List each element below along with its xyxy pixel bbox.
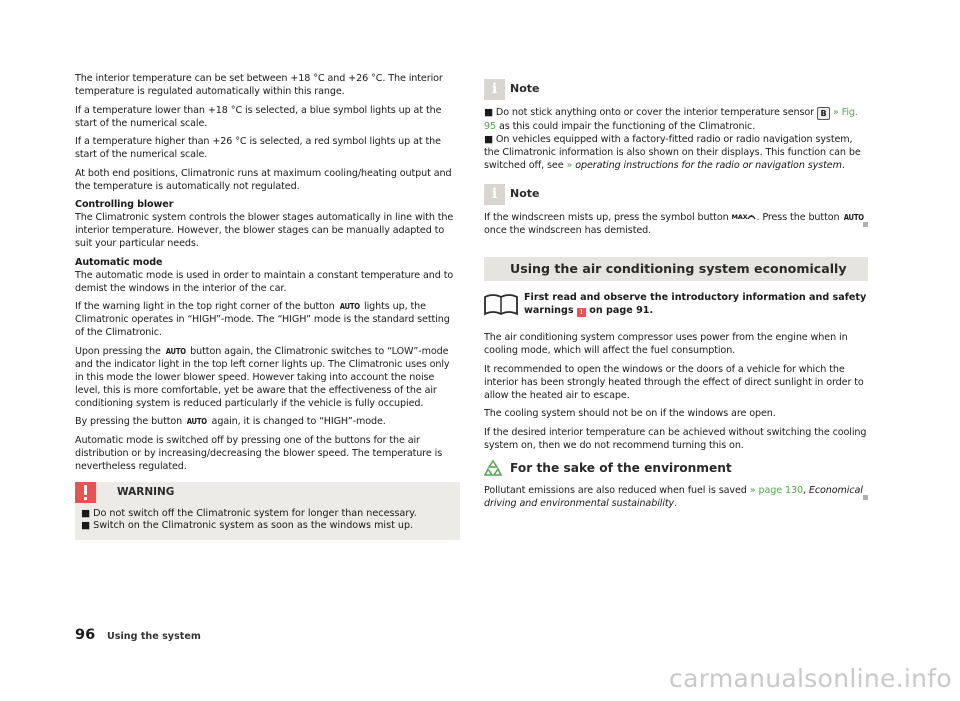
info-icon: i — [484, 79, 505, 100]
text-fragment: as this could impair the functioning of the Climatronic. — [496, 121, 756, 132]
auto-button-icon: AUTO — [165, 346, 186, 356]
paragraph-end-positions: At both end positions, Climatronic runs at maximum cooling/heating output and the temperature is automatically not regulated. — [75, 167, 452, 192]
environment-header — [484, 458, 868, 480]
automatic-mode-section — [75, 256, 460, 295]
right-column — [484, 79, 868, 515]
page-link[interactable]: » page 130 — [749, 484, 803, 496]
text-fragment: button again, the Climatronic switches to “LOW”-mode and the indicator light in the top left corner lights up. The Climatronic uses only in this mode the lower blower speed. However taking into account the noise level, this is more comfortable, yet be aware that the effectiveness of the air conditioning system is reduced particularly if the vehicle is fully occupied. — [75, 345, 450, 409]
environment-italic: Economical driving and environmental sustainability — [484, 484, 863, 509]
note-text — [484, 211, 868, 237]
text-fragment: , — [802, 484, 809, 496]
note-item: ■ On vehicles equipped with a factory-fitted radio or radio navigation system, the Climatronic information is also shown on their displays. This function can be switched off, see » operating instructions for the radio or navigation system. — [484, 134, 861, 171]
automatic-mode-text: The automatic mode is used in order to maintain a constant temperature and to demist the windows in the interior of the car. — [75, 269, 454, 294]
text-fragment: . — [674, 497, 678, 509]
warning-item-text: Do not switch off the Climatronic system for longer than necessary. — [93, 507, 417, 519]
note-title: Note — [510, 82, 540, 95]
max-label: MAX — [731, 213, 748, 221]
warning-item: ■ Do not switch off the Climatronic system for longer than necessary. — [81, 507, 417, 519]
text-fragment: On vehicles equipped with a factory-fitted radio or radio navigation system, the Climatronic information is also shown on their displays. This function can be switched off, see — [484, 134, 861, 171]
note-header — [484, 79, 868, 100]
auto-button-icon: AUTO — [339, 302, 360, 311]
page-number: 96 — [75, 627, 96, 643]
section-header — [484, 257, 868, 281]
section-title: Using the air conditioning system economically — [510, 261, 847, 276]
warning-header — [75, 482, 460, 503]
paragraph-compressor: The air conditioning system compressor uses power from the engine when in cooling mode, which will affect the fuel consumption. — [484, 332, 848, 356]
warning-box — [75, 482, 460, 541]
paragraph-low-mode — [75, 345, 460, 410]
blower-text: The Climatronic system controls the blower stages automatically in line with the interior temperature. However, the blower stages can be manually adapted to suit your particular needs. — [75, 212, 454, 249]
environment-text — [484, 484, 868, 510]
warning-body — [75, 503, 460, 541]
auto-button-icon: AUTO — [186, 417, 207, 426]
section-end-marker — [863, 495, 868, 500]
text-fragment: . — [841, 160, 845, 171]
text-fragment: First read and observe the introductory information and safety warnings — [524, 292, 867, 316]
environment-title: For the sake of the environment — [510, 460, 732, 475]
paragraph-switch-high — [75, 415, 460, 428]
warning-item-text: Switch on the Climatronic system as soon as the windows mist up. — [93, 520, 414, 532]
blower-section — [75, 198, 460, 250]
note-header — [484, 184, 868, 205]
text-fragment: once the windscreen has demisted. — [484, 225, 652, 236]
read-first-notice — [484, 291, 868, 321]
text-fragment: Do not stick anything onto or cover the interior temperature sensor — [495, 107, 817, 118]
info-icon: i — [484, 184, 505, 205]
text-fragment: again, it is changed to “HIGH”-mode. — [208, 416, 386, 427]
figure-link[interactable]: » Fig. 95 — [484, 107, 858, 132]
warning-title: WARNING — [117, 485, 175, 498]
footer-section-name: Using the system — [107, 631, 201, 642]
paragraph-cooling-off: The cooling system should not be on if the windows are open. — [484, 408, 776, 419]
text-fragment: Upon pressing the — [75, 345, 164, 357]
auto-button-icon: AUTO — [844, 213, 865, 222]
paragraph-high-mode — [75, 300, 460, 339]
reference-link-arrow[interactable]: » — [566, 160, 576, 171]
environment-box — [484, 458, 868, 510]
sensor-key-b-icon: B — [817, 107, 830, 120]
paragraph-auto-off: Automatic mode is switched off by pressing one of the buttons for the air distribution or by increasing/decreasing the blower speed. The temperature is nevertheless regulated. — [75, 434, 443, 472]
max-defrost-icon — [732, 211, 757, 224]
note-box-1 — [484, 79, 868, 172]
text-fragment: on page 91. — [585, 305, 654, 316]
text-fragment: If the windscreen mists up, press the symbol button — [484, 212, 732, 223]
warning-exclamation-icon — [75, 482, 96, 503]
left-column — [75, 72, 460, 540]
automatic-mode-heading: Automatic mode — [75, 256, 163, 268]
paragraph-temperature-range: The interior temperature can be set between +18 °C and +26 °C. The interior temperature is regulated automatically within this range. — [75, 73, 443, 97]
watermark: carmanualsonline.info — [669, 664, 952, 693]
note-item: ■ Do not stick anything onto or cover the interior temperature sensor B » Fig. 95 as this could impair the functioning of the Climatronic. — [484, 107, 858, 132]
text-fragment: Pollutant emissions are also reduced when fuel is saved — [484, 484, 750, 496]
warning-item: ■ Switch on the Climatronic system as soon as the windows mist up. — [81, 520, 414, 532]
paragraph-open-windows: It recommended to open the windows or the doors of a vehicle for which the interior has been strongly heated through the effect of direct sunlight in order to allow the heated air to escape. — [484, 363, 864, 401]
reference-italic: operating instructions for the radio or navigation system — [575, 160, 842, 171]
paragraph-recommendation: If the desired interior temperature can be achieved without switching the cooling system on, then we do not recommend turning this on. — [484, 426, 867, 451]
open-book-icon — [484, 293, 518, 321]
paragraph-low-temperature: If a temperature lower than +18 °C is selected, a blue symbol lights up at the start of the numerical scale. — [75, 104, 442, 129]
note-title: Note — [510, 187, 540, 200]
warning-mini-icon: ! — [577, 308, 586, 317]
text-fragment: lights up, the Climatronic operates in “HIGH”-mode. The “HIGH” mode is the standard setting of the Climatronic. — [75, 301, 450, 338]
environment-recycle-icon — [484, 459, 502, 481]
text-fragment: By pressing the button — [75, 416, 186, 427]
paragraph-high-temperature: If a temperature higher than +26 °C is selected, a red symbol lights up at the start of the numerical scale. — [75, 136, 441, 160]
blower-heading: Controlling blower — [75, 199, 174, 210]
note-box-2 — [484, 184, 868, 237]
section-end-marker — [863, 222, 868, 227]
read-first-text — [524, 291, 868, 317]
text-fragment: If the warning light in the top right corner of the button — [75, 301, 338, 312]
text-fragment: . Press the button — [756, 212, 843, 223]
